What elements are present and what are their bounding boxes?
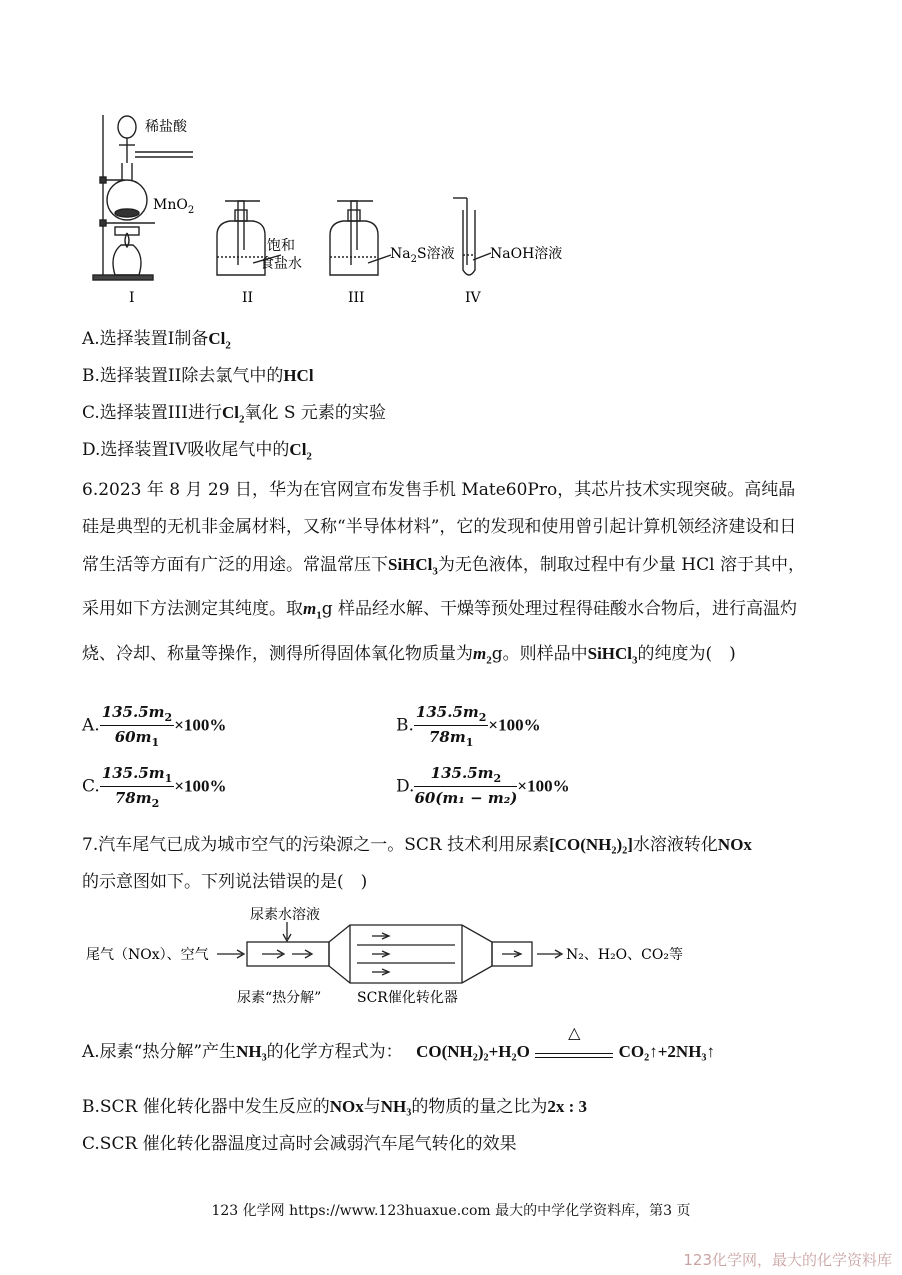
q6-option-c: C. $\frac{135.5m_1}{78m_2}$ ×100% [82,764,227,810]
label-brine-1: 饱和 [267,238,295,254]
scr-right-label: SCR催化转化器 [357,990,458,1006]
question-6-stem: 6.2023 年 8 月 29 日，华为在官网宣布发售手机 Mate60Pro，其芯片技术实现突破。高纯晶硅是典型的无机非金属材料，又称“半导体材料”，它的发现和使用曾引起计算机领经济建设和日常生活等方面有广泛的用途。常温常压下SiHCl$_3$为无色液体，制取过程中有少量 HCl 溶于其中，采用如下方法测定其纯度。取$m_1g$ 样品经水解、干燥等预处理过程得硅酸水合物后，进行高温灼烧、冷却、称量等操作，测得所得固体氧化物质量为$m_2g$。则样品中SiHCl$_3$的纯度为( ) [82,480,805,667]
scr-inlet-label: 尾气（NOx）、空气 [86,947,209,963]
q5-option-c: C.选择装置III进行$Cl_2$氧化 S 元素的实验 [82,403,386,426]
scr-diagram [82,905,702,1010]
label-naoh: NaOH溶液 [490,246,563,262]
label-brine-2: 食盐水 [260,256,302,272]
roman-3: III [348,290,365,306]
roman-1: I [129,290,135,306]
q7-option-b: B.SCR 催化转化器中发生反应的NOx与NH₃的物质的量之比为2x : 3 [82,1097,588,1117]
scr-left-label: 尿素“热分解” [237,990,322,1006]
question-7-stem: 7.汽车尾气已成为城市空气的污染源之一。SCR 技术利用尿素[CO(NH₂)₂]水溶液转化NOx 的示意图如下。下列说法错误的是( ) [82,835,752,892]
q6-option-b: B. $\frac{135.5m_2}{78m_1}$ ×100% [396,703,541,749]
heat-symbol: △ [568,1023,581,1042]
q5-option-a: A.选择装置I制备$Cl_2$ [82,329,231,352]
watermark: 123化学网，最大的化学资料库 [683,1251,892,1269]
page-footer: 123 化学网 https://www.123huaxue.com 最大的中学化学资料库，第3 页 [211,1203,691,1219]
roman-4: IV [465,290,481,306]
q5-option-b: B.选择装置II除去氯气中的HCl [82,366,314,386]
apparatus-figure [85,105,585,310]
q6-option-a: A. $\frac{135.5m_2}{60m_1}$ ×100% [82,703,227,749]
q7-option-c: C.SCR 催化转化器温度过高时会减弱汽车尾气转化的效果 [82,1134,517,1154]
label-na2s: $Na_2S$溶液 [390,246,455,265]
roman-2: II [242,290,254,306]
scr-outlet-label: N₂、H₂O、CO₂等 [566,947,683,963]
label-hcl: 稀盐酸 [145,119,187,135]
label-mno2: MnO$_2$ [153,197,195,216]
scr-urea-label: 尿素水溶液 [250,907,320,923]
q6-option-d: D. $\frac{135.5m_2}{\text{60(m₁ − m₂)}}$ ×100% [396,764,570,807]
q5-option-d: D.选择装置IV吸收尾气中的$Cl_2$ [82,440,312,463]
q7-option-a: A.尿素“热分解”产生NH₃的化学方程式为： CO(NH₂)₂+H₂O △ CO₂↑+2NH₃↑ [82,1023,716,1062]
